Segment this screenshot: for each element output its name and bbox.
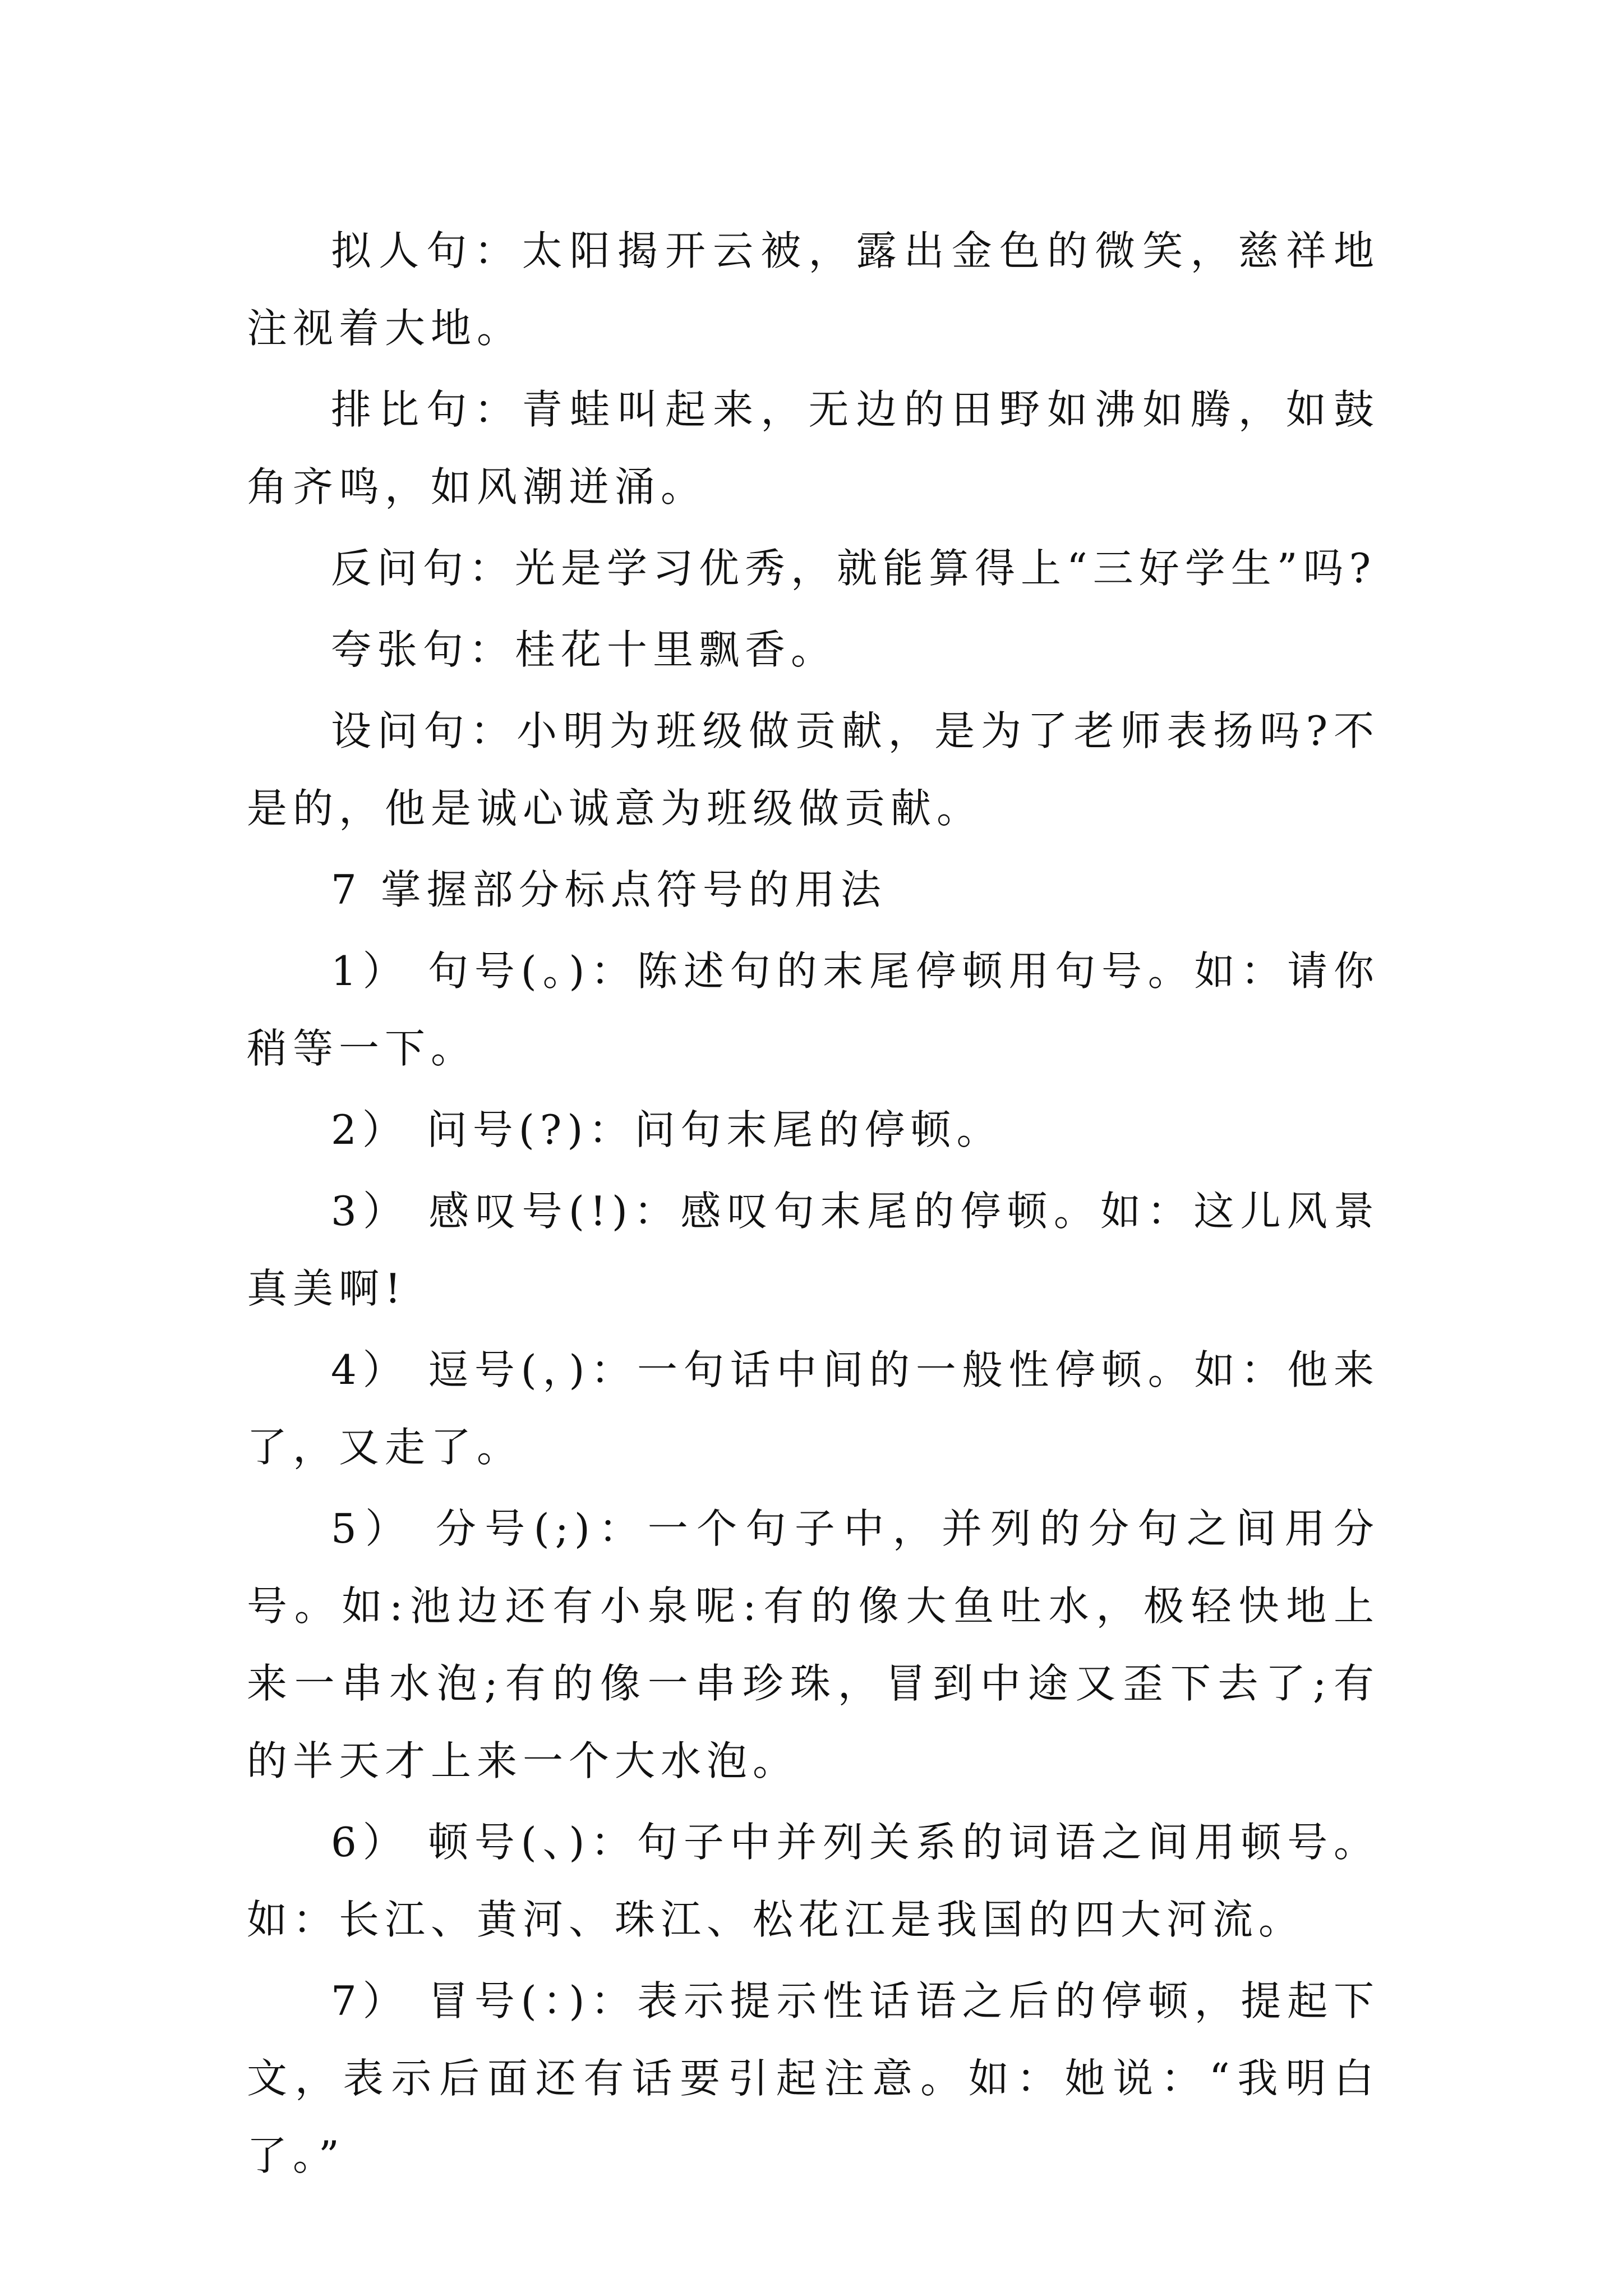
paragraph-rhetorical-question: 反问句：光是学习优秀，就能算得上“三好学生”吗? [331, 545, 1377, 592]
paragraph-hyperbole: 夸张句：桂花十里飘香。 [331, 626, 837, 673]
paragraph-semicolon: 5） 分号(;)：一个句子中，并列的分句之间用分号。如:池边还有小泉呢:有的像大鱼吐水，极轻快地上来一串水泡;有的像一串珍珠，冒到中途又歪下去了;有的半天才上来一个大水泡。 [247, 1505, 1380, 1784]
paragraph-comma: 4） 逗号(，)：一句话中间的一般性停顿。如：他来了，又走了。 [247, 1346, 1380, 1471]
paragraph-enumeration-comma: 6） 顿号(、)：句子中并列关系的词语之间用顿号。如：长江、黄河、珠江、松花江是我国的四大河流。 [247, 1819, 1380, 1943]
document-body [247, 212, 1380, 2198]
paragraph-parallelism: 排比句：青蛙叫起来，无边的田野如沸如腾，如鼓角齐鸣，如风潮迸涌。 [247, 386, 1380, 510]
paragraph-period: 1） 句号(。)：陈述句的末尾停顿用句号。如：请你稍等一下。 [247, 947, 1380, 1072]
paragraph-personification: 拟人句：太阳揭开云被，露出金色的微笑，慈祥地注视着大地。 [247, 227, 1380, 352]
paragraph-hypophora: 设问句：小明为班级做贡献，是为了老师表扬吗?不是的，他是诚心诚意为班级做贡献。 [247, 707, 1380, 832]
paragraph-colon: 7） 冒号(：)：表示提示性话语之后的停顿，提起下文，表示后面还有话要引起注意。如：她说：“我明白了。” [247, 1977, 1380, 2179]
section-heading-punctuation: 7 掌握部分标点符号的用法 [331, 866, 887, 913]
paragraph-exclamation-mark: 3） 感叹号(!)：感叹句末尾的停顿。如：这儿风景真美啊! [247, 1188, 1380, 1312]
paragraph-question-mark: 2） 问号(?)：问句末尾的停顿。 [331, 1106, 1003, 1153]
